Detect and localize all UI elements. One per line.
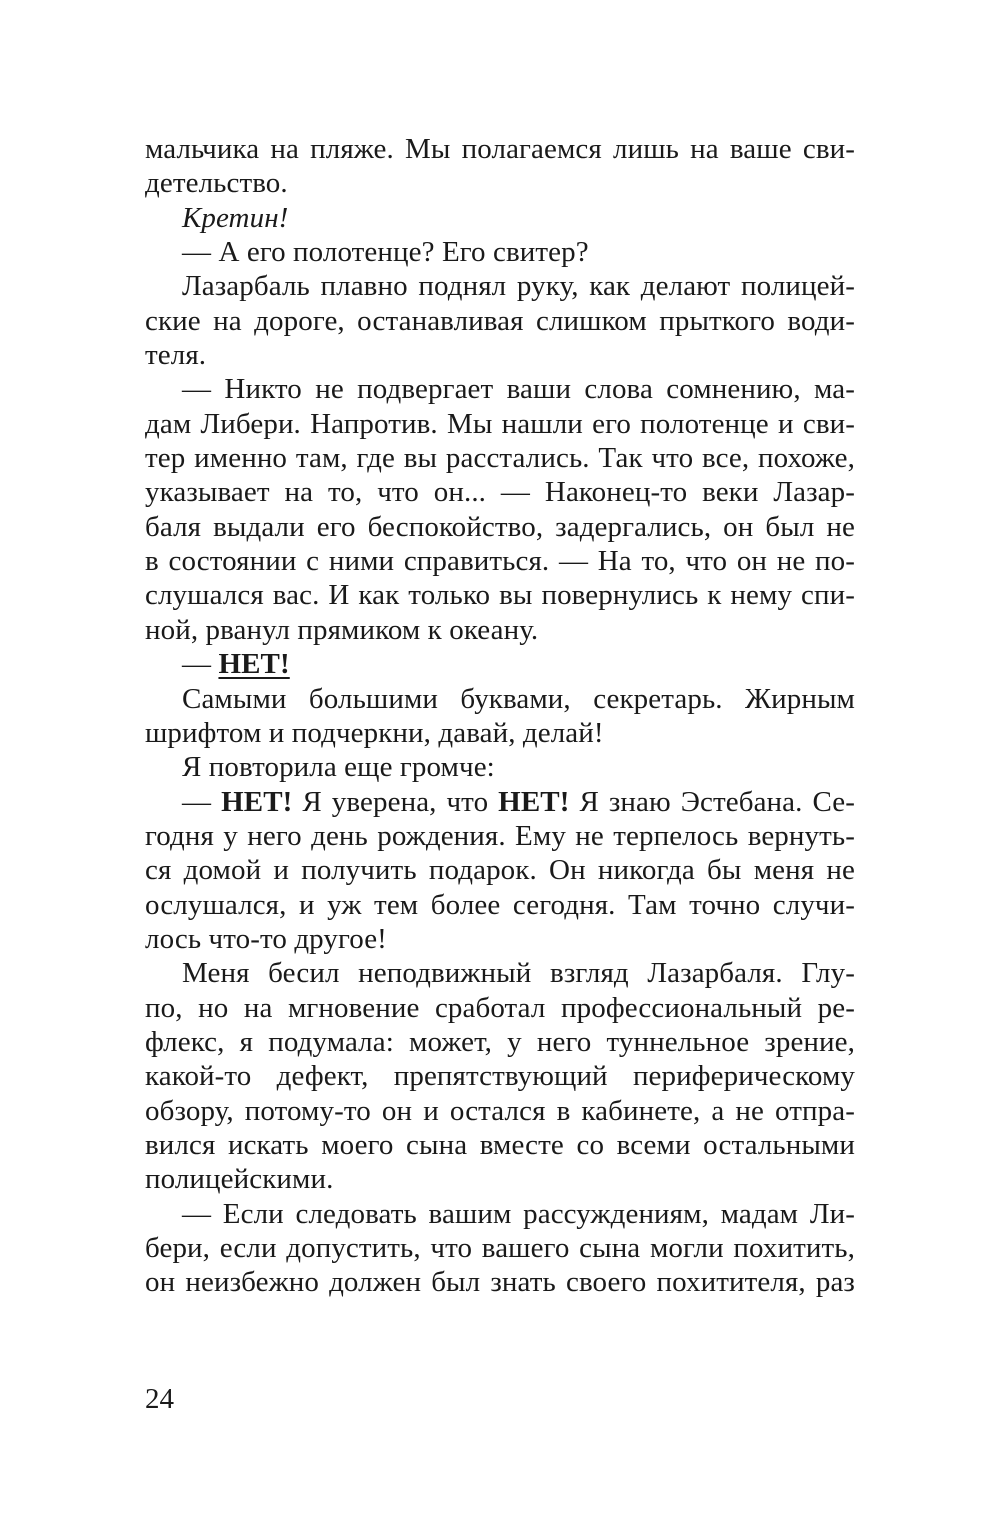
- text-line: какой-то дефект, препятствующий периферическому: [145, 1060, 855, 1093]
- text-line: ские на дороге, останавливая слишком прыткого води-: [145, 304, 855, 337]
- text-line: Меня бесил неподвижный взгляд Лазарбаля. Глу-: [182, 957, 855, 990]
- text-line: шрифтом и подчеркни, давай, делай!: [145, 716, 604, 749]
- text-line: слушался вас. И как только вы повернулись к нему спи-: [145, 579, 855, 612]
- text-line: Лазарбаль плавно поднял руку, как делают полицей-: [182, 270, 855, 303]
- dash: —: [182, 648, 219, 681]
- dialogue-line: — Если следовать вашим рассуждениям, мадам Ли-: [182, 1197, 855, 1230]
- text-line: мальчика на пляже. Мы полагаемся лишь на ваше сви-: [145, 133, 855, 165]
- text-line: он неизбежно должен был знать своего похитителя, раз: [145, 1266, 855, 1299]
- text-line: Самыми большими буквами, секретарь. Жирным: [182, 682, 855, 715]
- emphasis-no: НЕТ!: [218, 648, 290, 681]
- text-line: бери, если допустить, что вашего сына могли похитить,: [145, 1232, 855, 1264]
- text-line: ся домой и получить подарок. Он никогда бы меня не: [145, 854, 855, 887]
- dialogue-line-no: [145, 647, 855, 681]
- emphasis-no: НЕТ!: [498, 785, 570, 818]
- text-line: вился искать моего сына вместе со всеми остальными: [145, 1128, 855, 1161]
- text-line: баля выдали его беспокойство, задергались, он был не: [145, 510, 855, 543]
- text-line: флекс, я подумала: может, у него туннельное зрение,: [145, 1025, 855, 1058]
- text-line: детельство.: [145, 167, 288, 200]
- text-line: тер именно там, где вы расстались. Так что все, похоже,: [145, 442, 855, 475]
- emphasis-no: НЕТ!: [221, 785, 293, 818]
- text-fragment: Я знаю Эстебана. Се-: [569, 785, 855, 818]
- text-line: указывает на то, что он... — Наконец-то веки Лазар-: [145, 476, 855, 509]
- text-line: теля.: [145, 339, 207, 372]
- text-line: полицейскими.: [145, 1163, 334, 1196]
- text-line: в состоянии с ними справиться. — На то, что он не по-: [145, 545, 855, 578]
- text-line: по, но на мгновение сработал профессиональный ре-: [145, 991, 855, 1024]
- text-fragment: Я уверена, что: [292, 785, 499, 818]
- text-line: годня у него день рождения. Ему не терпелось вернуть-: [145, 819, 855, 852]
- text-line: лось что-то другое!: [145, 922, 387, 955]
- book-page-text: [145, 132, 855, 1300]
- dialogue-line: — А его полотенце? Его свитер?: [182, 236, 589, 269]
- text-line: ной, рванул прямиком к океану.: [145, 613, 539, 646]
- text-line: Я повторила еще громче:: [182, 751, 495, 784]
- text-line: ослушался, и уж тем более сегодня. Там точно случи-: [145, 888, 855, 921]
- dialogue-line-no-repeat: [145, 785, 855, 819]
- italic-thought-line: Кретин!: [182, 201, 289, 234]
- page-number: 24: [145, 1383, 174, 1415]
- text-line: дам Либери. Напротив. Мы нашли его полотенце и сви-: [145, 407, 855, 440]
- text-line: обзору, потому-то он и остался в кабинете, а не отпра-: [145, 1094, 855, 1127]
- dash: —: [182, 785, 222, 818]
- dialogue-line: — Никто не подвергает ваши слова сомнению, ма-: [182, 373, 855, 406]
